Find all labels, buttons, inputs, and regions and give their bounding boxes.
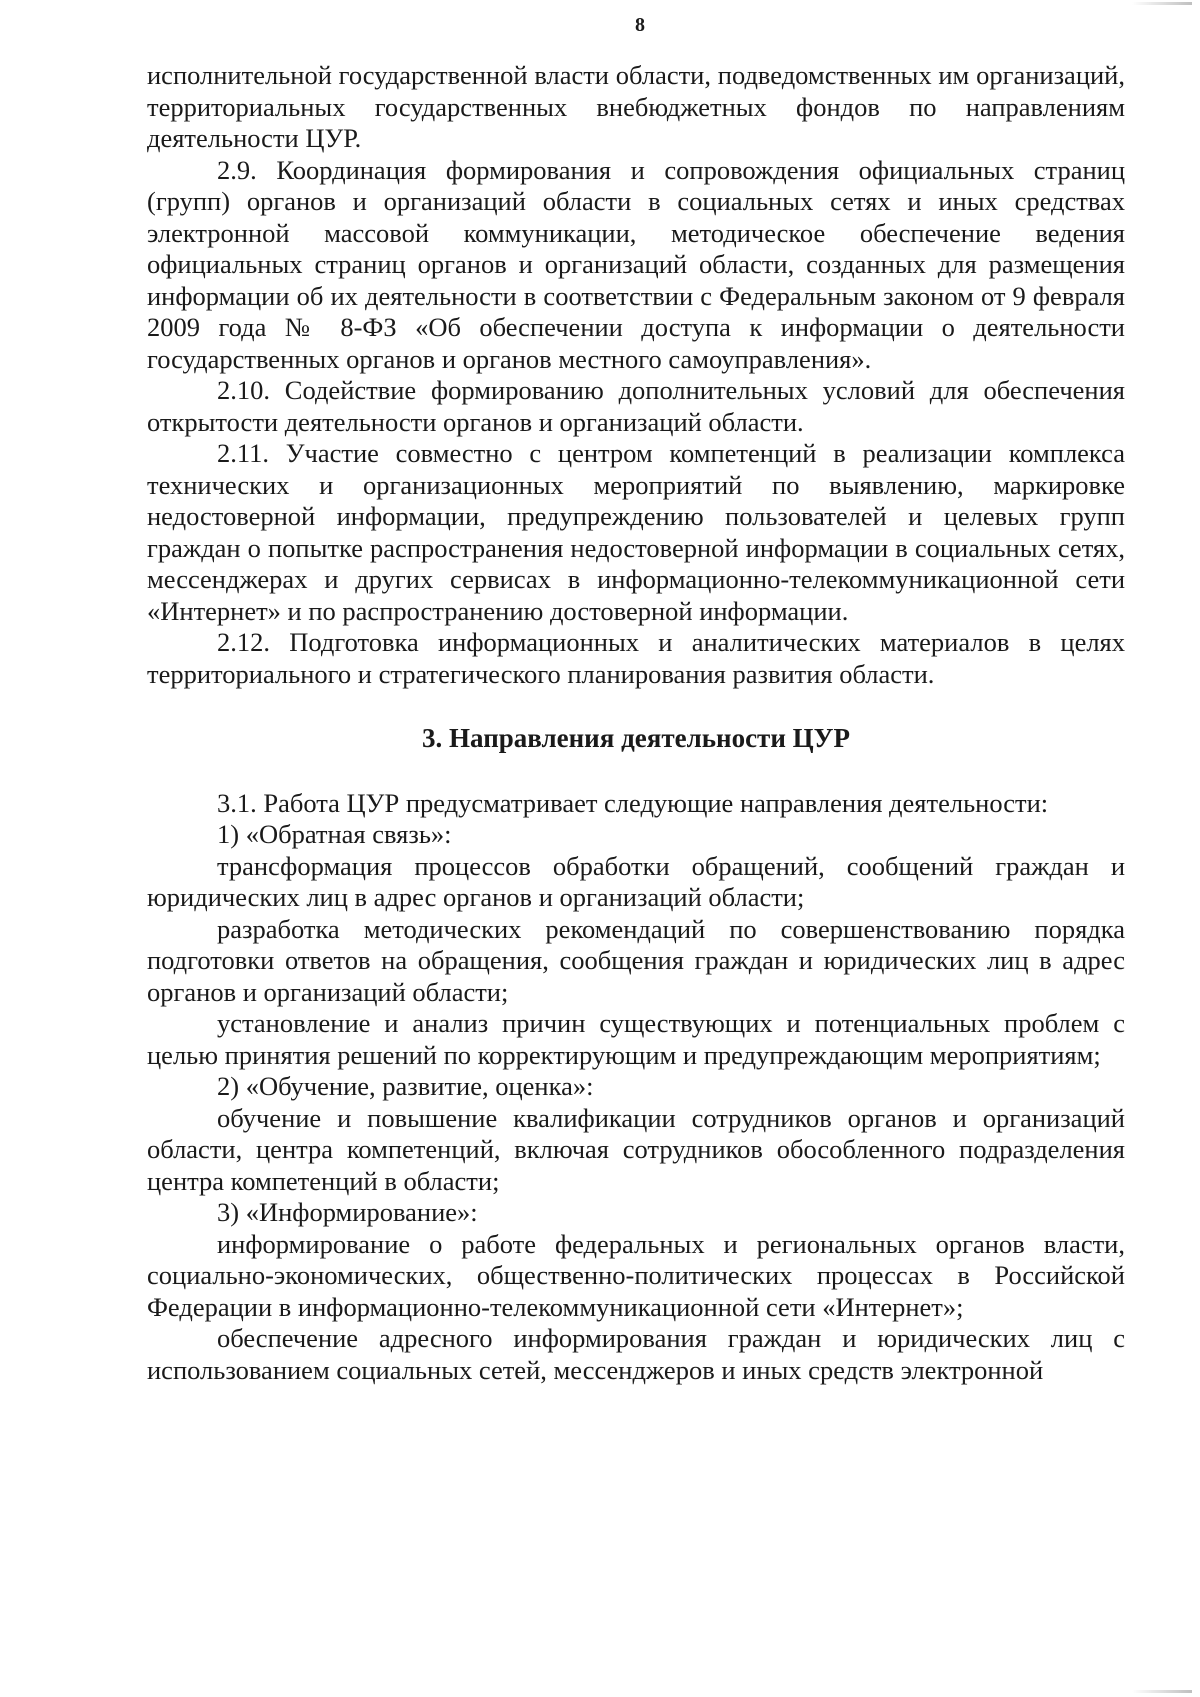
- scan-edge-mark: [1132, 2, 1192, 5]
- section-heading: 3. Направления деятельности ЦУР: [422, 723, 850, 753]
- list-item-3-a: информирование о работе федеральных и региональных органов власти, социально-экономических, общественно-политических процессах в Российской Федерации в информационно-телекоммуникационной сети «Интернет»;: [147, 1228, 1125, 1322]
- list-item-3-b: обеспечение адресного информирования граждан и юридических лиц с использованием социальных сетей, мессенджеров и иных средств электронной: [147, 1323, 1125, 1385]
- paragraph-2-11: 2.11. Участие совместно с центром компетенций в реализации комплекса технических и организационных мероприятий по выявлению, маркировке недостоверной информации, предупреждению пользователей и целевых групп граждан о попытке распространения недостоверной информации в социальных сетях, мессенджерах и других сервисах в информационно-телекоммуникационной сети «Интернет» и по распространению достоверной информации.: [147, 438, 1125, 626]
- list-item-1-title: 1) «Обратная связь»:: [217, 819, 452, 849]
- list-item-1-b: разработка методических рекомендаций по совершенствованию порядка подготовки ответов на обращения, сообщения граждан и юридических лиц в адрес органов и организаций области;: [147, 913, 1125, 1007]
- paragraph-2-12: 2.12. Подготовка информационных и аналитических материалов в целях территориального и стратегического планирования развития области.: [147, 627, 1125, 689]
- paragraph-3-1: 3.1. Работа ЦУР предусматривает следующие направления деятельности:: [217, 787, 1049, 818]
- scan-edge-mark: [1132, 1690, 1192, 1693]
- list-item-2-a: обучение и повышение квалификации сотрудников органов и организаций области, центра компетенций, включая сотрудников обособленного подразделения центра компетенций в области;: [147, 1102, 1125, 1196]
- paragraph-2-9: 2.9. Координация формирования и сопровождения официальных страниц (групп) органов и организаций области в социальных сетях и иных средствах электронной массовой коммуникации, методическое обеспечение ведения официальных страниц органов и организаций области, созданных для размещения информации об их деятельности в соответствии с Федеральным законом от 9 февраля 2009 года № 8-ФЗ «Об обеспечении доступа к информации о деятельности государственных органов и органов местного самоуправления».: [147, 154, 1125, 374]
- paragraph-2-10: 2.10. Содействие формированию дополнительных условий для обеспечения открытости деятельности органов и организаций области.: [147, 375, 1125, 437]
- page-number: 8: [635, 14, 645, 36]
- list-item-2-title: 2) «Обучение, развитие, оценка»:: [217, 1071, 594, 1101]
- list-item-3-title: 3) «Информирование»:: [217, 1197, 478, 1227]
- spacer: [147, 755, 1125, 788]
- paragraph-continuation: исполнительной государственной власти области, подведомственных им организаций, территориальных государственных внебюджетных фондов по направлениям деятельности ЦУР.: [147, 60, 1125, 153]
- spacer: [147, 690, 1125, 723]
- page-body: [147, 60, 1125, 1386]
- list-item-1-c: установление и анализ причин существующих и потенциальных проблем с целью принятия решений по корректирующим и предупреждающим мероприятиям;: [147, 1008, 1125, 1070]
- list-item-1-a: трансформация процессов обработки обращений, сообщений граждан и юридических лиц в адрес органов и организаций области;: [147, 850, 1125, 912]
